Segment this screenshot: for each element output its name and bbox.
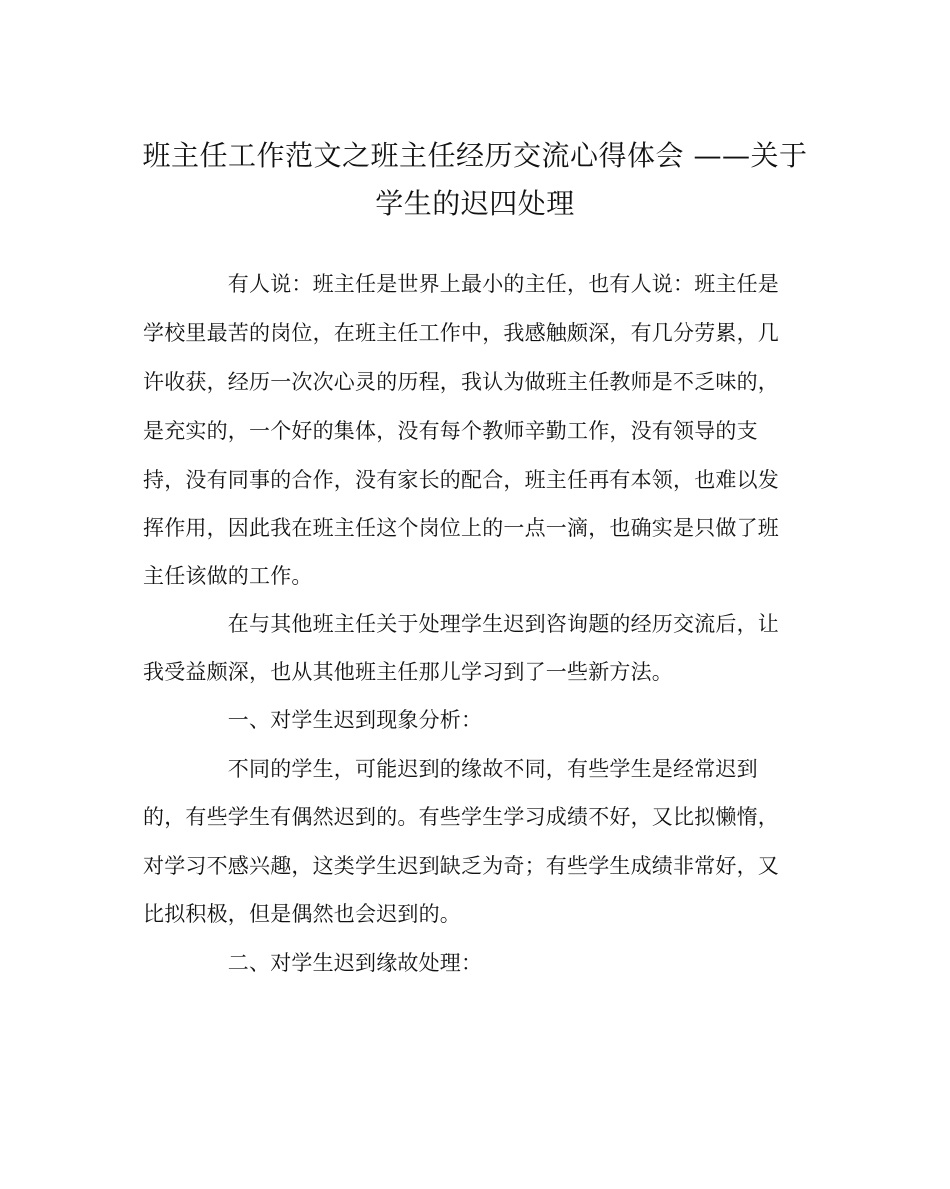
body-line: 我受益颇深，也从其他班主任那儿学习到了一些新方法。 — [143, 660, 673, 684]
body-line: 是充实的，一个好的集体，没有每个教师辛勤工作，没有领导的支 — [143, 419, 758, 443]
body-line: 有人说：班主任是世界上最小的主任，也有人说：班主任是 — [143, 272, 779, 296]
body-line: 许收获，经历一次次心灵的历程，我认为做班主任教师是不乏味的， — [143, 370, 779, 394]
body-line: 比拟积极，但是偶然也会迟到的。 — [143, 902, 461, 926]
section-heading-2: 二、对学生迟到缘故处理： — [143, 951, 483, 975]
body-line: 主任该做的工作。 — [143, 564, 313, 588]
body-line: 挥作用，因此我在班主任这个岗位上的一点一滴，也确实是只做了班 — [143, 516, 779, 540]
body-line: 持，没有同事的合作，没有家长的配合，班主任再有本领，也难以发 — [143, 468, 779, 492]
section-heading-1: 一、对学生迟到现象分析： — [143, 708, 483, 732]
document-title — [120, 132, 830, 228]
title-line-1: 班主任工作范文之班主任经历交流心得体会 ——关于 — [142, 139, 808, 172]
body-line: 对学习不感兴趣，这类学生迟到缺乏为奇；有些学生成绩非常好，又 — [143, 854, 779, 878]
title-line-2: 学生的迟四处理 — [375, 187, 575, 220]
body-line: 在与其他班主任关于处理学生迟到咨询题的经历交流后，让 — [143, 612, 779, 636]
body-line: 不同的学生，可能迟到的缘故不同，有些学生是经常迟到 — [143, 757, 758, 781]
body-line: 的，有些学生有偶然迟到的。有些学生学习成绩不好，又比拟懒惰， — [143, 805, 779, 829]
body-line: 学校里最苦的岗位，在班主任工作中，我感触颇深，有几分劳累，几 — [143, 321, 779, 345]
